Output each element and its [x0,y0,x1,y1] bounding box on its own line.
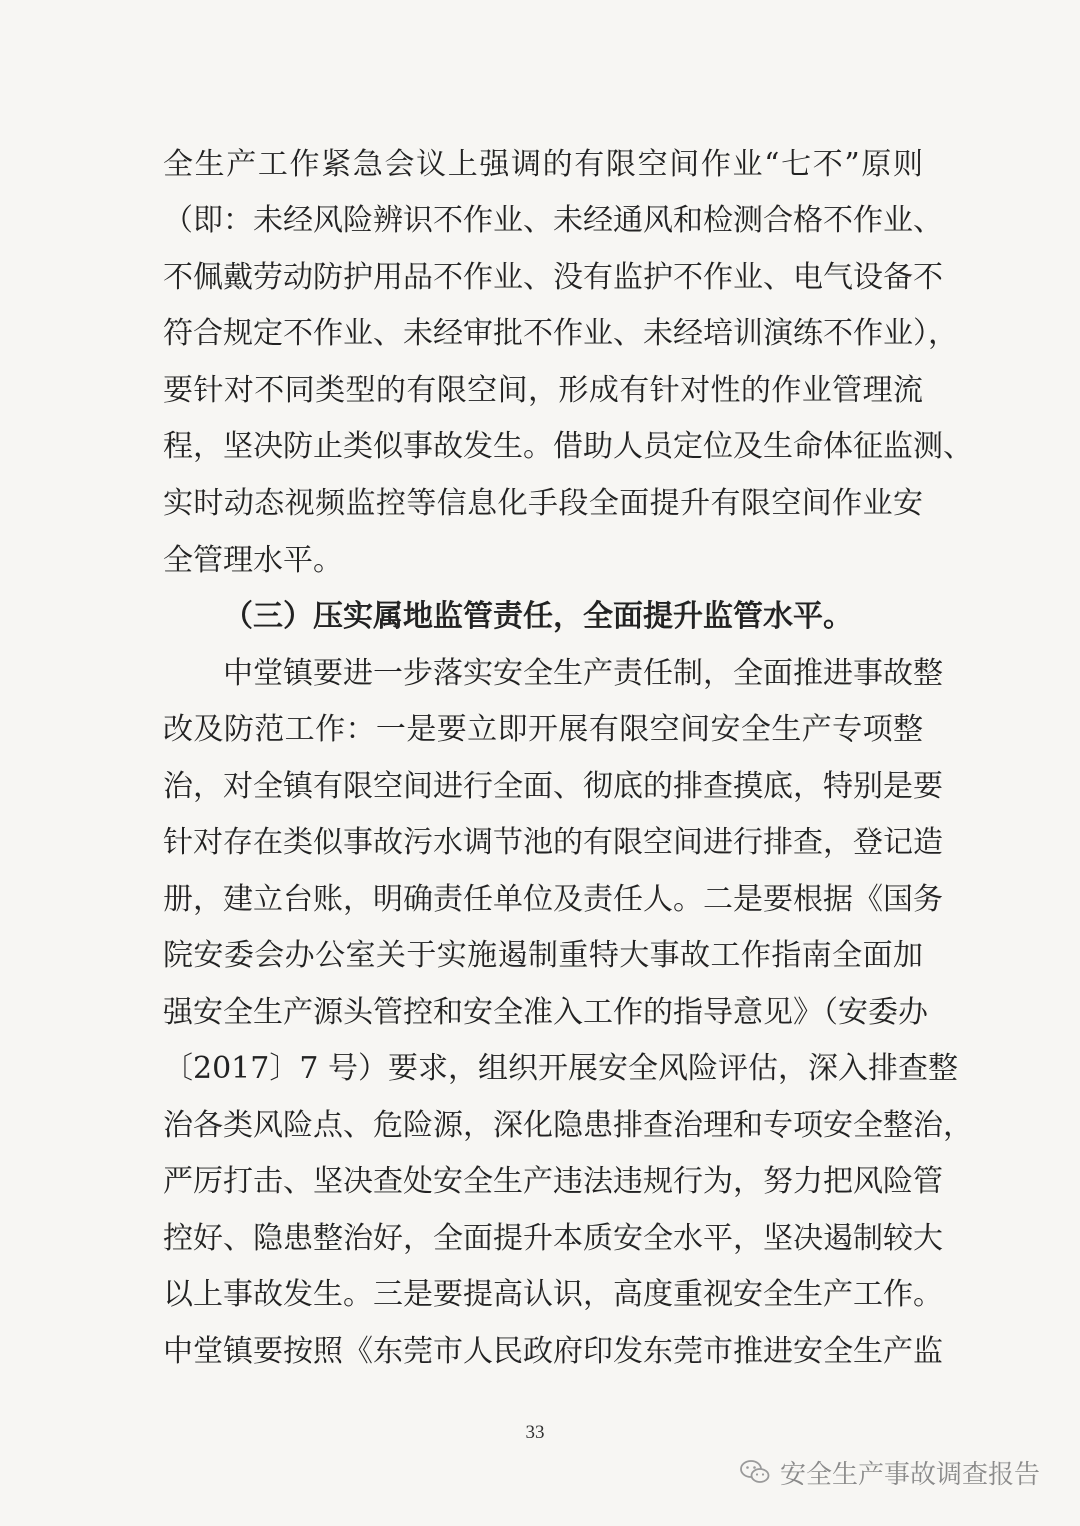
text-line: 〔2017〕7 号）要求，组织开展安全风险评估，深入排查整 [163,1051,958,1086]
text-line: 治，对全镇有限空间进行全面、彻底的排查摸底，特别是要 [163,769,943,804]
text-line: 全管理水平。 [163,543,343,578]
text-line: 册，建立台账，明确责任单位及责任人。二是要根据《国务 [163,882,943,917]
text-line: （即：未经风险辨识不作业、未经通风和检测合格不作业、 [163,203,943,238]
text-line: 强安全生产源头管控和安全准入工作的指导意见》（安委办 [163,995,928,1030]
text-line: 针对存在类似事故污水调节池的有限空间进行排查，登记造 [163,825,943,860]
text-line: 治各类风险点、危险源，深化隐患排查治理和专项安全整治， [163,1108,973,1143]
text-line: 符合规定不作业、未经审批不作业、未经培训演练不作业）， [163,316,958,351]
text-line: 实时动态视频监控等信息化手段全面提升有限空间作业安 [163,486,923,521]
text-line: 严厉打击、坚决查处安全生产违法违规行为，努力把风险管 [163,1164,943,1199]
text-line: 控好、隐患整治好，全面提升本质安全水平，坚决遏制较大 [163,1221,943,1256]
wechat-icon [740,1459,770,1485]
text-line: 中堂镇要按照《东莞市人民政府印发东莞市推进安全生产监 [163,1334,943,1369]
text-line: 以上事故发生。三是要提高认识，高度重视安全生产工作。 [163,1277,943,1312]
section-heading: （三）压实属地监管责任，全面提升监管水平。 [223,599,853,634]
text-line: 改及防范工作：一是要立即开展有限空间安全生产专项整 [163,712,923,747]
text-line: 全生产工作紧急会议上强调的有限空间作业“七不”原则 [163,147,923,182]
text-line: 中堂镇要进一步落实安全生产责任制，全面推进事故整 [223,656,943,691]
watermark-text: 安全生产事故调查报告 [780,1459,1041,1490]
text-line: 程，坚决防止类似事故发生。借助人员定位及生命体征监测、 [163,429,973,464]
text-line: 不佩戴劳动防护用品不作业、没有监护不作业、电气设备不 [163,260,943,295]
document-body [163,0,973,1526]
text-line: 院安委会办公室关于实施遏制重特大事故工作指南全面加 [163,938,923,973]
text-line: 要针对不同类型的有限空间，形成有针对性的作业管理流 [163,373,923,408]
page-number: 33 [525,1422,545,1443]
watermark [740,1452,1040,1492]
